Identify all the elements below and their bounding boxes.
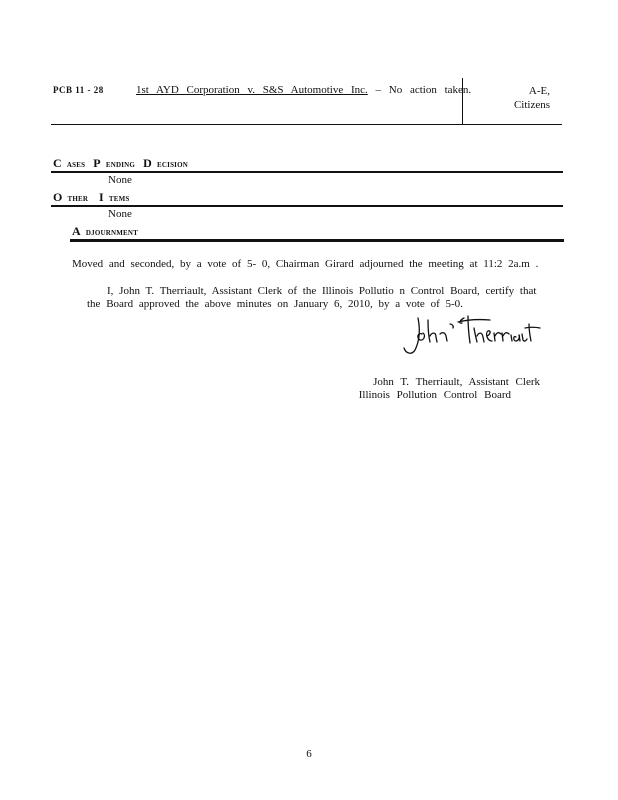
handwritten-signature: [398, 310, 543, 360]
case-disposition: – No action taken.: [367, 84, 472, 96]
rule-pending: [51, 171, 563, 173]
pending-body: None: [108, 174, 132, 186]
signature-name: John T. Therriault, Assistant Clerk: [373, 376, 540, 388]
certification-line1: I, John T. Therriault, Assistant Clerk of the Illinois Pollutio n Control Board, certify that: [107, 285, 537, 297]
certification-line2: the Board approved the above minutes on January 6, 2010, by a vote of 5-0.: [87, 298, 463, 310]
case-code-line1: A-E,: [528, 85, 550, 97]
other-body: None: [108, 208, 132, 220]
heading-adjournment: A djournment: [72, 224, 139, 238]
heading-cases-pending-decision: C ases P ending D ecision: [53, 156, 188, 170]
adjournment-body: Moved and seconded, by a vote of 5- 0, Chairman Girard adjourned the meeting at 11:2 2a.m .: [72, 258, 539, 270]
rule-other: [51, 205, 563, 207]
signature-org: Illinois Pollution Control Board: [358, 389, 511, 401]
case-code: [470, 84, 550, 112]
rule-adjournment: [70, 239, 564, 242]
case-parties: 1st AYD Corporation v. S&S Automotive Inc.: [136, 84, 368, 96]
page-number: 6: [306, 748, 312, 760]
case-caption: [136, 84, 471, 96]
docket-number: PCB 11 - 28: [53, 85, 104, 95]
case-code-line2: Citizens: [513, 99, 550, 111]
heading-other-items: O ther I tems: [53, 190, 130, 204]
